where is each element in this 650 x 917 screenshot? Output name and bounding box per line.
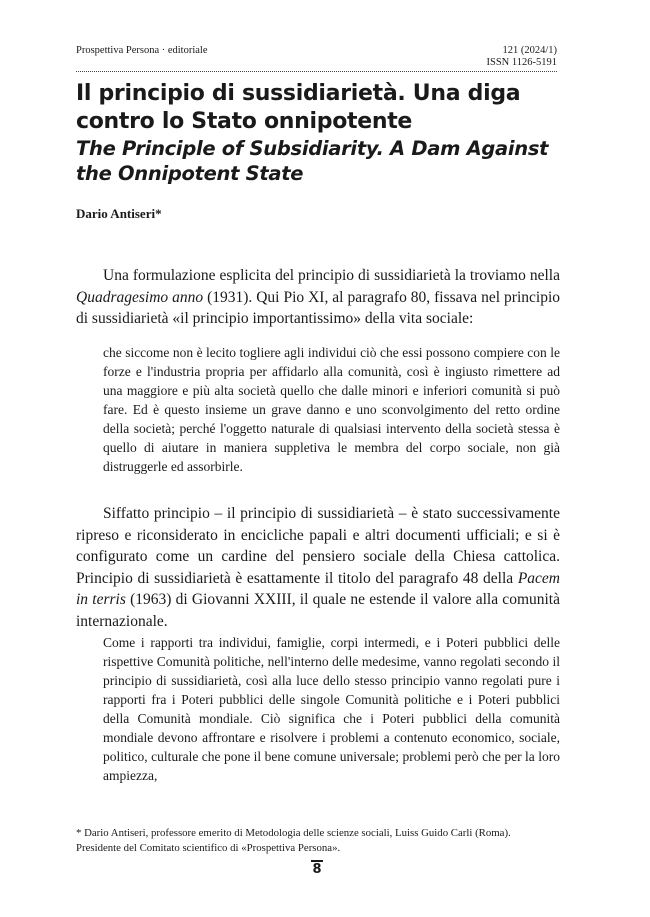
footnote-line: Presidente del Comitato scientifico di «Prospettiva Persona». xyxy=(76,842,341,854)
work-title: Quadragesimo anno xyxy=(76,288,204,306)
running-header xyxy=(76,45,557,72)
issue-number: 121 (2024/1) xyxy=(502,45,557,56)
footnote-line: * Dario Antiseri, professore emerito di Metodologia delle scienze sociali, Luiss Guido Carli (Roma). xyxy=(76,827,511,839)
journal-section-label: Prospettiva Persona · editoriale xyxy=(76,45,208,56)
article-title-italian: Il principio di sussidiarietà. Una diga contro lo Stato onnipotente xyxy=(76,81,521,134)
block-quote-1: che siccome non è lecito togliere agli individui ciò che essi possono compiere con le forze e l'industria propria per affidarlo alla comunità, così è ingiusto rimettere ad una maggiore e più alta società quello che dalle minori e inferiori comunità si può fare. Ed è questo insieme un grave danno e uno sconvolgimento del retto ordine della società; perché l'oggetto naturale di qualsiasi intervento della società stessa è quello di aiutare in maniera suppletiva le membra del corpo sociale, non già distruggerle ed assorbirle. xyxy=(103,345,560,474)
work-title: Pacem in terris xyxy=(76,569,560,608)
article-titles xyxy=(76,80,576,186)
body-paragraph-2 xyxy=(76,503,560,632)
article-title-english: The Principle of Subsidiarity. A Dam Against the Onnipotent State xyxy=(76,137,549,185)
issn: ISSN 1126-5191 xyxy=(486,57,557,68)
paragraph-text: Siffatto principio – il principio di sussidiarietà – è stato successivamente ripreso e riconsiderato in encicliche papali e altri documenti ufficiali; e si è configurato come un cardine del pensiero sociale della Chiesa cattolica. Principio di sussidiarietà è esattamente il titolo del paragrafo 48 della xyxy=(76,505,560,587)
paragraph-text: (1963) di Giovanni XXIII, il quale ne estende il valore alla comunità internazionale. xyxy=(76,591,560,630)
footnote xyxy=(76,826,560,856)
body-paragraph-1 xyxy=(76,265,560,330)
issue-info xyxy=(487,45,558,69)
author-name: Dario Antiseri* xyxy=(76,206,162,221)
page-number: 8 xyxy=(312,862,322,877)
paragraph-text: (1931). Qui Pio XI, al paragrafo 80, fissava nel principio di sussidiarietà «il principio importantissimo» della vita sociale: xyxy=(76,288,560,327)
paragraph-text: Una formulazione esplicita del principio di sussidiarietà la troviamo nella xyxy=(103,267,560,284)
block-quote-2: Come i rapporti tra individui, famiglie, corpi intermedi, e i Poteri pubblici delle rispettive Comunità politiche, nell'interno delle medesime, vanno regolati secondo il principio di sussidiarietà, così alla luce dello stesso principio vanno regolati pure i rapporti fra i Poteri pubblici delle singole Comunità politiche e i Poteri pubblici della Comunità mondiale. Ciò significa che i Poteri pubblici della comunità mondiale devono affrontare e risolvere i problemi a contenuto economico, sociale, politico, culturale che pone il bene comune universale; problemi però che per la loro ampiezza, xyxy=(103,635,560,783)
